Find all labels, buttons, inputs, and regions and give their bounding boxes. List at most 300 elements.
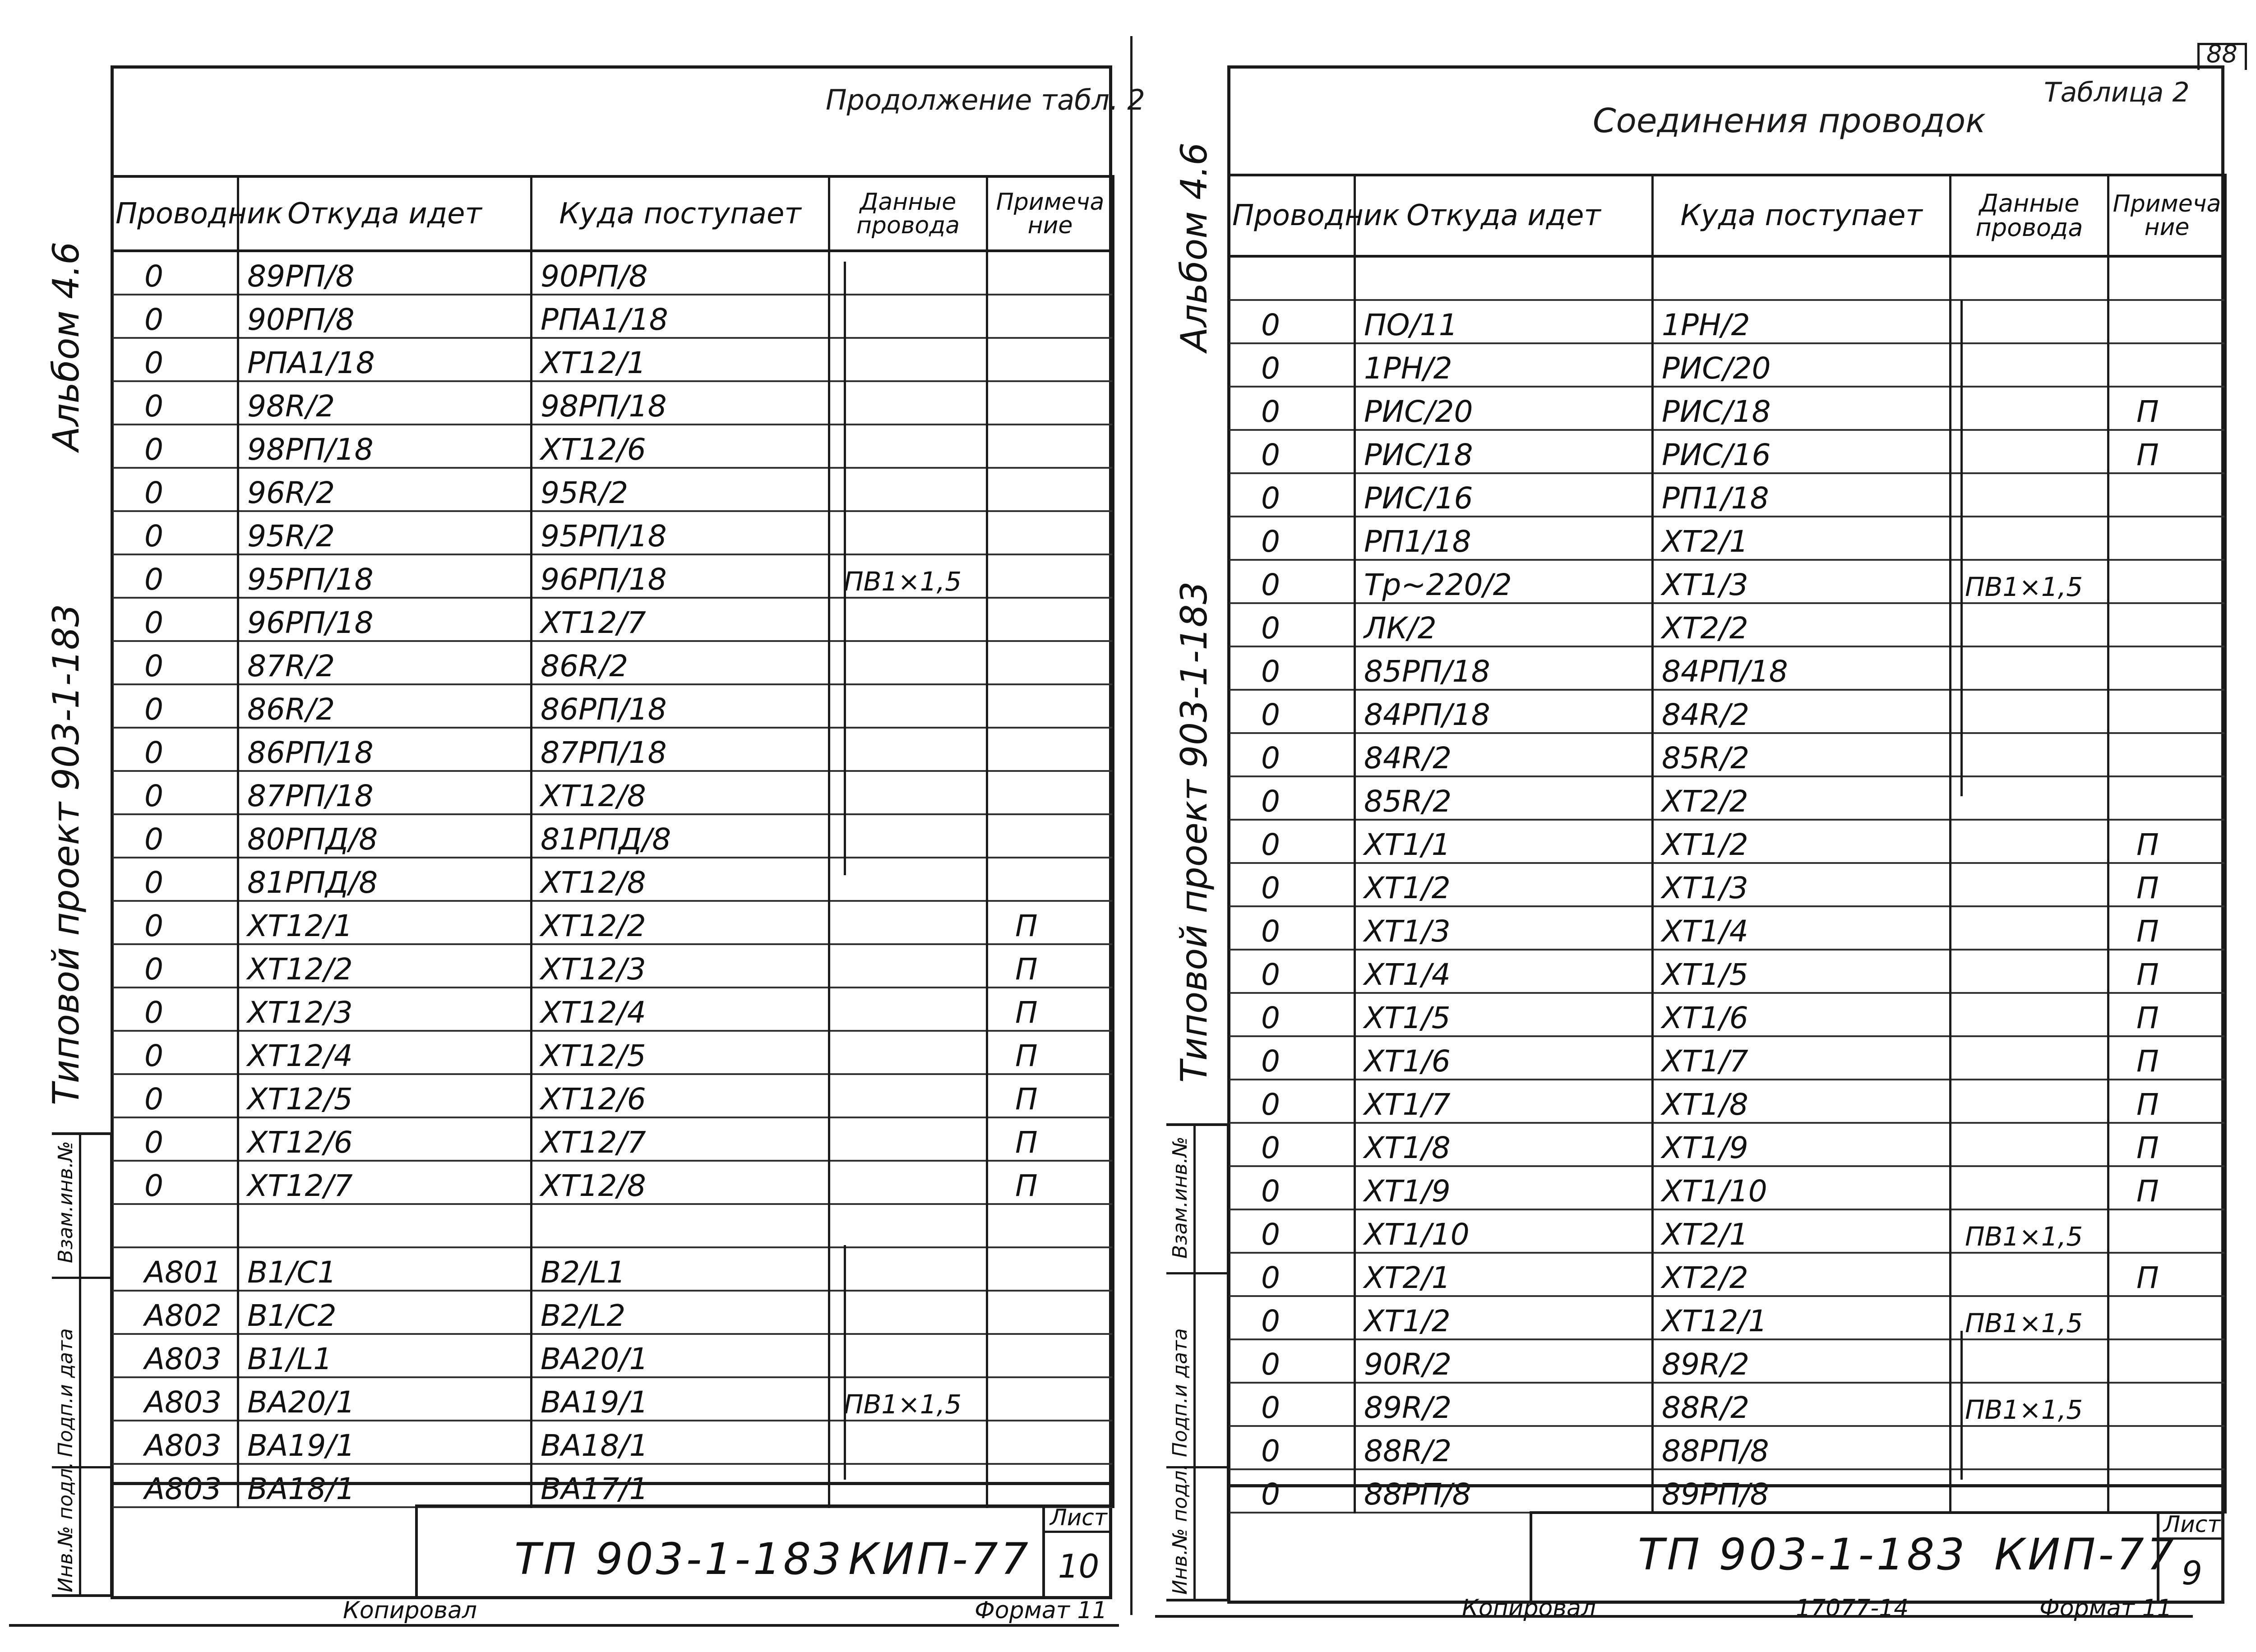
left-cell-from: 87РП/18 xyxy=(238,771,532,814)
left-cut-line xyxy=(9,1624,1119,1627)
left-cell-from: ВА18/1 xyxy=(238,1464,532,1507)
right-cell-conductor: 0 xyxy=(1229,1339,1355,1383)
right-cell-note xyxy=(2108,646,2226,690)
left-cell-wire-data xyxy=(829,858,987,901)
right-cell-note xyxy=(2108,300,2226,343)
left-table-row xyxy=(112,1421,1114,1464)
left-cell-wire-data xyxy=(829,684,987,728)
left-cell-to: ХТ12/4 xyxy=(532,988,829,1031)
right-table-row xyxy=(1229,603,2226,646)
left-cell-note: П xyxy=(987,1117,1114,1161)
right-cell-to: РИС/18 xyxy=(1653,387,1951,430)
right-list-number: 9 xyxy=(2182,1554,2202,1592)
right-cell-from: РП1/18 xyxy=(1355,517,1653,560)
left-cell-from: ХТ12/6 xyxy=(238,1117,532,1161)
right-cell-note: П xyxy=(2108,1036,2226,1080)
right-table-row xyxy=(1229,863,2226,906)
left-cell-wire-data xyxy=(829,901,987,944)
left-cell-wire-data: ПВ1×1,5 xyxy=(829,554,987,598)
right-stamp-label-2: Инв.№ подл. xyxy=(1169,1464,1192,1595)
left-cell-wire-data xyxy=(829,425,987,468)
right-table-row xyxy=(1229,256,2226,300)
left-cell-note xyxy=(987,641,1114,684)
left-cell-note xyxy=(987,814,1114,858)
right-cell-conductor: 0 xyxy=(1229,733,1355,776)
left-table-row xyxy=(112,511,1114,554)
left-cell-note: П xyxy=(987,988,1114,1031)
right-cell-note xyxy=(2108,473,2226,517)
right-header-from: Откуда идет xyxy=(1355,175,1653,256)
right-cell-from: 88R/2 xyxy=(1355,1426,1653,1469)
left-cell-to: ХТ12/5 xyxy=(532,1031,829,1074)
left-cell-note xyxy=(987,511,1114,554)
right-cell-from: ХТ1/2 xyxy=(1355,1296,1653,1339)
right-cell-wire-data xyxy=(1951,1123,2108,1166)
left-cell-conductor: 0 xyxy=(112,381,238,425)
right-table-row xyxy=(1229,776,2226,820)
right-cell-to: ХТ2/2 xyxy=(1653,776,1951,820)
left-doc-code: ТП 903-1-183 xyxy=(514,1534,844,1584)
left-continuation-caption: Продолжение табл. 2 xyxy=(826,83,1145,116)
right-cell-from: РИС/20 xyxy=(1355,387,1653,430)
right-cell-from: ХТ1/8 xyxy=(1355,1123,1653,1166)
left-table-row xyxy=(112,901,1114,944)
left-table-row xyxy=(112,944,1114,988)
right-cell-conductor: 0 xyxy=(1229,473,1355,517)
right-cell-from: 89R/2 xyxy=(1355,1383,1653,1426)
left-cell-conductor: А803 xyxy=(112,1377,238,1421)
left-table-row xyxy=(112,251,1114,295)
right-cell-to: 84РП/18 xyxy=(1653,646,1951,690)
right-cell-conductor: 0 xyxy=(1229,1036,1355,1080)
left-cell-from: 80РПД/8 xyxy=(238,814,532,858)
left-cell-from: ВА19/1 xyxy=(238,1421,532,1464)
right-cell-note: П xyxy=(2108,993,2226,1036)
right-cell-wire-data xyxy=(1951,906,2108,950)
left-cell-from: РПА1/18 xyxy=(238,338,532,381)
right-cell-note: П xyxy=(2108,1123,2226,1166)
left-cell-conductor: 0 xyxy=(112,814,238,858)
left-wiring-table xyxy=(111,175,1114,1508)
right-cell-conductor: 0 xyxy=(1229,1123,1355,1166)
left-cell-from: В1/С1 xyxy=(238,1247,532,1291)
right-cell-from: ХТ1/5 xyxy=(1355,993,1653,1036)
left-cell-from: 87R/2 xyxy=(238,641,532,684)
right-cell-conductor: 0 xyxy=(1229,1080,1355,1123)
right-table-row xyxy=(1229,646,2226,690)
left-cell-wire-data xyxy=(829,598,987,641)
right-table-row xyxy=(1229,1166,2226,1209)
left-cell-conductor: 0 xyxy=(112,295,238,338)
left-cell-note xyxy=(987,1204,1114,1247)
right-doc-suffix: КИП-77 xyxy=(1994,1529,2177,1580)
right-cell-wire-data xyxy=(1951,993,2108,1036)
left-table-row xyxy=(112,728,1114,771)
right-cell-note xyxy=(2108,560,2226,603)
right-cell-to: ХТ1/5 xyxy=(1653,950,1951,993)
left-cell-note: П xyxy=(987,1074,1114,1117)
left-cell-note: П xyxy=(987,1031,1114,1074)
right-brace-1 xyxy=(1960,300,1963,796)
right-cell-to: ХТ1/4 xyxy=(1653,906,1951,950)
right-footer-copied: Копировал xyxy=(1462,1595,1596,1622)
left-cell-wire-data xyxy=(829,1464,987,1507)
left-cell-wire-data xyxy=(829,1204,987,1247)
left-table-row xyxy=(112,1377,1114,1421)
left-stamp-label-2: Инв.№ подл. xyxy=(54,1462,77,1592)
right-cell-from: 1РН/2 xyxy=(1355,343,1653,387)
right-doc-code: ТП 903-1-183 xyxy=(1638,1529,1968,1580)
left-cell-note: П xyxy=(987,944,1114,988)
right-cell-from: ХТ1/4 xyxy=(1355,950,1653,993)
left-stamp-label-1: Подп.и дата xyxy=(54,1328,77,1457)
right-table-row xyxy=(1229,473,2226,517)
right-list-box xyxy=(2157,1511,2224,1604)
right-cell-to: ХТ1/2 xyxy=(1653,820,1951,863)
left-table-body xyxy=(112,251,1114,1507)
right-cell-to: 89РП/8 xyxy=(1653,1469,1951,1513)
left-cell-wire-data: ПВ1×1,5 xyxy=(829,1377,987,1421)
right-header-to: Куда поступает xyxy=(1653,175,1951,256)
left-table-row xyxy=(112,1291,1114,1334)
right-cell-wire-data xyxy=(1951,1469,2108,1513)
right-cell-note: П xyxy=(2108,430,2226,473)
left-cell-wire-data xyxy=(829,468,987,511)
left-header-to: Куда поступает xyxy=(532,176,829,251)
left-footer-format: Формат 11 xyxy=(975,1597,1107,1624)
right-header-wire-data: Данные провода xyxy=(1951,175,2108,256)
left-cell-from: ХТ12/1 xyxy=(238,901,532,944)
right-list-label: Лист xyxy=(2159,1511,2224,1540)
right-cell-conductor: 0 xyxy=(1229,1166,1355,1209)
right-cell-to: ХТ1/9 xyxy=(1653,1123,1951,1166)
left-cell-to: ХТ12/3 xyxy=(532,944,829,988)
left-cell-from xyxy=(238,1204,532,1247)
left-cell-conductor: 0 xyxy=(112,771,238,814)
left-cell-note xyxy=(987,468,1114,511)
left-cell-to: ВА17/1 xyxy=(532,1464,829,1507)
left-cell-to: 96РП/18 xyxy=(532,554,829,598)
right-cell-to: ХТ2/1 xyxy=(1653,517,1951,560)
left-table-row xyxy=(112,598,1114,641)
right-cell-note xyxy=(2108,1296,2226,1339)
right-table-row xyxy=(1229,1383,2226,1426)
left-cell-to: ВА20/1 xyxy=(532,1334,829,1377)
right-table-row xyxy=(1229,1036,2226,1080)
right-cell-wire-data: ПВ1×1,5 xyxy=(1951,1209,2108,1253)
right-cell-to: ХТ1/3 xyxy=(1653,560,1951,603)
right-cell-to: 84R/2 xyxy=(1653,690,1951,733)
right-table-body xyxy=(1229,256,2226,1513)
right-cell-wire-data xyxy=(1951,646,2108,690)
right-table-row xyxy=(1229,950,2226,993)
right-cell-from: Тр~220/2 xyxy=(1355,560,1653,603)
right-cell-note: П xyxy=(2108,1253,2226,1296)
left-cell-note xyxy=(987,684,1114,728)
left-cell-to xyxy=(532,1204,829,1247)
right-cell-note xyxy=(2108,690,2226,733)
left-cell-to: ХТ12/7 xyxy=(532,1117,829,1161)
left-cell-to: 95РП/18 xyxy=(532,511,829,554)
left-footer-copied: Копировал xyxy=(343,1597,477,1624)
right-cell-conductor: 0 xyxy=(1229,950,1355,993)
left-title-block-top xyxy=(111,1482,1112,1485)
left-cell-conductor: А801 xyxy=(112,1247,238,1291)
left-cell-wire-data xyxy=(829,381,987,425)
right-cell-wire-data xyxy=(1951,517,2108,560)
page-number: 88 xyxy=(2206,40,2238,68)
right-cell-conductor: 0 xyxy=(1229,1383,1355,1426)
right-cell-to: ХТ1/7 xyxy=(1653,1036,1951,1080)
left-cell-wire-data xyxy=(829,295,987,338)
left-table-row xyxy=(112,1247,1114,1291)
left-cell-from: 86R/2 xyxy=(238,684,532,728)
left-cell-note xyxy=(987,425,1114,468)
right-cell-from: ХТ1/3 xyxy=(1355,906,1653,950)
right-cell-note xyxy=(2108,1383,2226,1426)
right-cell-conductor: 0 xyxy=(1229,387,1355,430)
left-cell-note xyxy=(987,858,1114,901)
left-cell-wire-data xyxy=(829,1247,987,1291)
left-cell-from: ХТ12/2 xyxy=(238,944,532,988)
right-title-block-top xyxy=(1227,1484,2224,1487)
right-brace-2 xyxy=(1960,1331,1963,1480)
left-cell-conductor: 0 xyxy=(112,901,238,944)
right-table-row xyxy=(1229,733,2226,776)
right-cell-conductor: 0 xyxy=(1229,906,1355,950)
right-cell-conductor: 0 xyxy=(1229,820,1355,863)
left-cell-wire-data xyxy=(829,1161,987,1204)
right-table-row xyxy=(1229,1253,2226,1296)
left-table-row xyxy=(112,381,1114,425)
left-cell-wire-data xyxy=(829,1334,987,1377)
left-list-label: Лист xyxy=(1045,1504,1112,1533)
right-cell-note: П xyxy=(2108,387,2226,430)
right-stamp-divider-1 xyxy=(1166,1272,1230,1274)
right-cell-wire-data xyxy=(1951,1080,2108,1123)
left-cell-note xyxy=(987,1377,1114,1421)
right-table-row xyxy=(1229,1123,2226,1166)
right-table-row xyxy=(1229,1209,2226,1253)
left-table-row xyxy=(112,1074,1114,1117)
left-stamp-label-0: Взам.инв.№ xyxy=(54,1141,77,1263)
right-side-project: Типовой проект 903-1-183 xyxy=(1173,581,1215,1083)
left-cell-conductor: 0 xyxy=(112,468,238,511)
left-cell-note xyxy=(987,554,1114,598)
right-cell-to: 88R/2 xyxy=(1653,1383,1951,1426)
right-cell-conductor: 0 xyxy=(1229,603,1355,646)
left-cell-to: 98РП/18 xyxy=(532,381,829,425)
right-table-row xyxy=(1229,343,2226,387)
right-stamp-label-1: Подп.и дата xyxy=(1169,1328,1192,1457)
right-cell-to: ХТ2/2 xyxy=(1653,603,1951,646)
right-cell-from xyxy=(1355,256,1653,300)
right-cell-note: П xyxy=(2108,863,2226,906)
left-cell-note: П xyxy=(987,1161,1114,1204)
left-cell-to: 86R/2 xyxy=(532,641,829,684)
left-cell-to: ХТ12/6 xyxy=(532,1074,829,1117)
right-footer-format: Формат 11 xyxy=(2039,1595,2172,1622)
right-cut-line xyxy=(1155,1615,2193,1618)
left-cell-to: ХТ12/2 xyxy=(532,901,829,944)
left-header-conductor: Проводник xyxy=(112,176,238,251)
right-cell-to: РИС/20 xyxy=(1653,343,1951,387)
right-table-row xyxy=(1229,993,2226,1036)
right-cell-from: ХТ1/7 xyxy=(1355,1080,1653,1123)
right-cell-from: ХТ1/10 xyxy=(1355,1209,1653,1253)
right-cell-note: П xyxy=(2108,950,2226,993)
right-cell-note xyxy=(2108,343,2226,387)
right-cell-conductor: 0 xyxy=(1229,343,1355,387)
left-cell-wire-data xyxy=(829,728,987,771)
right-table-label: Таблица 2 xyxy=(2044,77,2190,108)
left-cell-note xyxy=(987,1291,1114,1334)
right-cell-wire-data xyxy=(1951,820,2108,863)
left-cell-from: 86РП/18 xyxy=(238,728,532,771)
right-cell-to: ХТ2/1 xyxy=(1653,1209,1951,1253)
right-table-row xyxy=(1229,906,2226,950)
right-side-album: Альбом 4.6 xyxy=(1173,142,1215,352)
left-cell-conductor: А803 xyxy=(112,1464,238,1507)
left-cell-conductor: 0 xyxy=(112,425,238,468)
right-cell-wire-data xyxy=(1951,256,2108,300)
left-cell-from: 89РП/8 xyxy=(238,251,532,295)
left-cell-note xyxy=(987,1334,1114,1377)
right-cell-to: ХТ1/10 xyxy=(1653,1166,1951,1209)
left-cell-wire-data xyxy=(829,1031,987,1074)
left-table-row xyxy=(112,1334,1114,1377)
left-cell-wire-data xyxy=(829,944,987,988)
left-cell-from: ХТ12/4 xyxy=(238,1031,532,1074)
left-cell-note xyxy=(987,295,1114,338)
right-cell-note xyxy=(2108,776,2226,820)
right-cell-from: РИС/18 xyxy=(1355,430,1653,473)
right-cell-from: ХТ1/2 xyxy=(1355,863,1653,906)
left-cell-conductor: А803 xyxy=(112,1334,238,1377)
left-cell-from: 98РП/18 xyxy=(238,425,532,468)
right-cell-from: РИС/16 xyxy=(1355,473,1653,517)
left-cell-to: ХТ12/8 xyxy=(532,858,829,901)
right-cell-wire-data: ПВ1×1,5 xyxy=(1951,1296,2108,1339)
left-cell-conductor: 0 xyxy=(112,338,238,381)
left-cell-wire-data xyxy=(829,988,987,1031)
right-cell-conductor: 0 xyxy=(1229,430,1355,473)
left-cell-conductor: А802 xyxy=(112,1291,238,1334)
right-table-row xyxy=(1229,300,2226,343)
right-cell-from: ПО/11 xyxy=(1355,300,1653,343)
left-cell-note xyxy=(987,771,1114,814)
right-cell-to: 1РН/2 xyxy=(1653,300,1951,343)
left-cell-to: ХТ12/7 xyxy=(532,598,829,641)
right-cell-to: ХТ1/8 xyxy=(1653,1080,1951,1123)
right-cell-to: ХТ1/6 xyxy=(1653,993,1951,1036)
right-cell-note: П xyxy=(2108,1080,2226,1123)
right-table-row xyxy=(1229,387,2226,430)
right-cell-wire-data: ПВ1×1,5 xyxy=(1951,1383,2108,1426)
right-table-row xyxy=(1229,1469,2226,1513)
left-cell-from: 98R/2 xyxy=(238,381,532,425)
right-cell-to xyxy=(1653,256,1951,300)
right-footer-number: 17077-14 xyxy=(1796,1595,1909,1622)
right-cell-conductor: 0 xyxy=(1229,1469,1355,1513)
right-table-row xyxy=(1229,1339,2226,1383)
right-cell-wire-data xyxy=(1951,343,2108,387)
left-table-row xyxy=(112,814,1114,858)
right-cell-from: ЛК/2 xyxy=(1355,603,1653,646)
left-table-row xyxy=(112,641,1114,684)
left-cell-conductor: 0 xyxy=(112,554,238,598)
right-cell-to: 89R/2 xyxy=(1653,1339,1951,1383)
left-table-row xyxy=(112,468,1114,511)
left-cell-from: 95R/2 xyxy=(238,511,532,554)
left-cell-to: 81РПД/8 xyxy=(532,814,829,858)
right-stamp-label-0: Взам.инв.№ xyxy=(1169,1136,1192,1259)
left-list-number: 10 xyxy=(1058,1547,1100,1585)
right-cell-wire-data xyxy=(1951,1166,2108,1209)
left-cell-to: 86РП/18 xyxy=(532,684,829,728)
left-cell-wire-data xyxy=(829,1117,987,1161)
right-cell-wire-data xyxy=(1951,1339,2108,1383)
right-cell-from: ХТ1/9 xyxy=(1355,1166,1653,1209)
left-cell-from: В1/L1 xyxy=(238,1334,532,1377)
left-brace-1 xyxy=(844,262,846,875)
right-cell-conductor: 0 xyxy=(1229,646,1355,690)
right-cell-wire-data xyxy=(1951,950,2108,993)
left-cell-from: 96РП/18 xyxy=(238,598,532,641)
left-cell-wire-data xyxy=(829,1074,987,1117)
right-cell-from: ХТ2/1 xyxy=(1355,1253,1653,1296)
left-doc-suffix: КИП-77 xyxy=(848,1534,1031,1584)
left-cell-to: ХТ12/8 xyxy=(532,1161,829,1204)
left-table-row xyxy=(112,1031,1114,1074)
left-cell-note: П xyxy=(987,901,1114,944)
right-cell-to: РИС/16 xyxy=(1653,430,1951,473)
right-cell-wire-data xyxy=(1951,387,2108,430)
right-cell-conductor: 0 xyxy=(1229,690,1355,733)
right-cell-wire-data xyxy=(1951,1253,2108,1296)
left-cell-wire-data xyxy=(829,338,987,381)
left-header-note: Примечание xyxy=(987,176,1114,251)
left-cell-conductor: 0 xyxy=(112,511,238,554)
left-cell-from: ХТ12/5 xyxy=(238,1074,532,1117)
left-cell-to: 95R/2 xyxy=(532,468,829,511)
right-cell-from: 88РП/8 xyxy=(1355,1469,1653,1513)
left-cell-conductor: 0 xyxy=(112,1031,238,1074)
left-header-wire-data: Данные провода xyxy=(829,176,987,251)
left-table-row xyxy=(112,425,1114,468)
left-side-project: Типовой проект 903-1-183 xyxy=(45,604,87,1105)
left-cell-to: ХТ12/8 xyxy=(532,771,829,814)
left-cell-conductor: 0 xyxy=(112,684,238,728)
right-cell-conductor: 0 xyxy=(1229,1296,1355,1339)
right-cell-from: ХТ1/1 xyxy=(1355,820,1653,863)
left-stamp-divider-1 xyxy=(52,1277,113,1279)
left-table-row xyxy=(112,295,1114,338)
right-cell-to: 88РП/8 xyxy=(1653,1426,1951,1469)
left-table-row xyxy=(112,1204,1114,1247)
right-cell-conductor: 0 xyxy=(1229,863,1355,906)
right-cell-conductor xyxy=(1229,256,1355,300)
right-cell-note: П xyxy=(2108,820,2226,863)
right-table-row xyxy=(1229,430,2226,473)
left-cell-note xyxy=(987,1464,1114,1507)
right-cell-to: ХТ12/1 xyxy=(1653,1296,1951,1339)
left-cell-from: 95РП/18 xyxy=(238,554,532,598)
left-cell-wire-data xyxy=(829,1291,987,1334)
left-cell-to: 87РП/18 xyxy=(532,728,829,771)
left-table-row xyxy=(112,1161,1114,1204)
left-cell-conductor: 0 xyxy=(112,858,238,901)
